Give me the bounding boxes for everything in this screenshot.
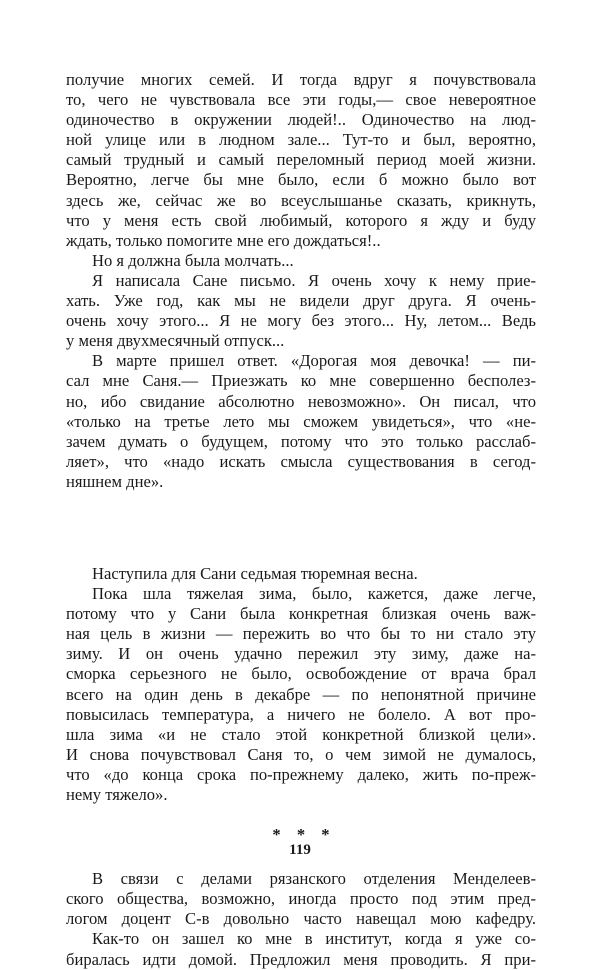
text-line: потому что у Сани была конкретная близкая очень важ- <box>66 604 536 624</box>
text-line: Я написала Сане письмо. Я очень хочу к нему прие- <box>92 270 536 290</box>
text-line: Как-то он зашел ко мне в институт, когда я уже со- <box>92 929 536 949</box>
text-line: В связи с делами рязанского отделения Менделеев- <box>92 869 536 889</box>
text-line: Пока шла тяжелая зима, было, кажется, даже легче, <box>92 584 536 604</box>
text-line: у меня двухмесячный отпуск... <box>66 331 285 351</box>
text-line: нему тяжело». <box>66 785 168 804</box>
text-line: «только на третье лето мы сможем увидеться», что «не- <box>66 411 536 431</box>
text-line: зиму. И он очень удачно пережил эту зиму, даже на- <box>66 644 536 664</box>
text-line: И снова почувствовал Саня то, о чем зимой не думалось, <box>66 744 536 764</box>
page-number: 119 <box>289 842 311 858</box>
text-line: одиночество в окружении людей!.. Одиночество на люд- <box>66 110 536 130</box>
text-line: сал мне Саня.— Приезжать ко мне совершенно бесполез- <box>66 371 536 391</box>
section-separator: * * * <box>272 825 336 845</box>
section-gap <box>66 492 536 564</box>
text-line: Вероятно, легче бы мне было, если б можно было вот <box>66 170 536 190</box>
text-line: В марте пришел ответ. «Дорогая моя девочка! — пи- <box>92 351 536 371</box>
text-line: хать. Уже год, как мы не видели друг друга. Я очень- <box>66 291 536 311</box>
text-line: няшнем дне». <box>66 471 164 491</box>
text-line: всего на один день в декабре — по непонятной причине <box>66 684 536 704</box>
text-line: зачем думать о будущем, потому что это только расслаб- <box>66 431 536 451</box>
text-line: сморка серьезного не было, освобождение от врача брал <box>66 664 536 684</box>
page-text <box>66 70 536 970</box>
text-line: ского общества, возможно, иногда просто под этим пред- <box>66 889 536 909</box>
text-line: повысилась температура, а ничего не болело. А вот про- <box>66 704 536 724</box>
text-line: получие многих семей. И тогда вдруг я почувствовала <box>66 70 536 89</box>
text-line: шла зима «и не стало этой конкретной близкой цели». <box>66 724 536 744</box>
text-line: ждать, только помогите мне его дождаться!.. <box>66 230 381 250</box>
text-line: здесь же, сейчас же во всеуслышанье сказать, крикнуть, <box>66 190 536 210</box>
text-line: ная цель в жизни — пережить во что бы то ни стало эту <box>66 624 536 644</box>
text-line: то, чего не чувствовала все эти годы,— свое невероятное <box>66 90 536 110</box>
text-line: ляет», что «надо искать смысла существования в сегод- <box>66 451 536 471</box>
text-line: ной улице или в людном зале... Тут-то и был, вероятно, <box>66 130 536 150</box>
text-line: самый трудный и самый переломный период моей жизни. <box>66 150 536 170</box>
text-line: что «до конца срока по-прежнему далеко, жить по-преж- <box>66 764 536 784</box>
text-line: очень хочу этого... Я не могу без этого... Ну, летом... Ведь <box>66 311 536 331</box>
text-line: биралась идти домой. Предложил меня проводить. Я при- <box>66 949 536 969</box>
text-line: но, ибо свидание абсолютно невозможно». Он писал, что <box>66 391 536 411</box>
text-line: Наступила для Сани седьмая тюремная весна. <box>92 563 418 583</box>
text-line: логом доцент С-в довольно часто навещал мою кафедру. <box>66 909 536 929</box>
section-gap <box>66 805 536 825</box>
text-line: Но я должна была молчать... <box>92 250 294 270</box>
text-line: что у меня есть свой любимый, которого я жду и буду <box>66 210 536 230</box>
